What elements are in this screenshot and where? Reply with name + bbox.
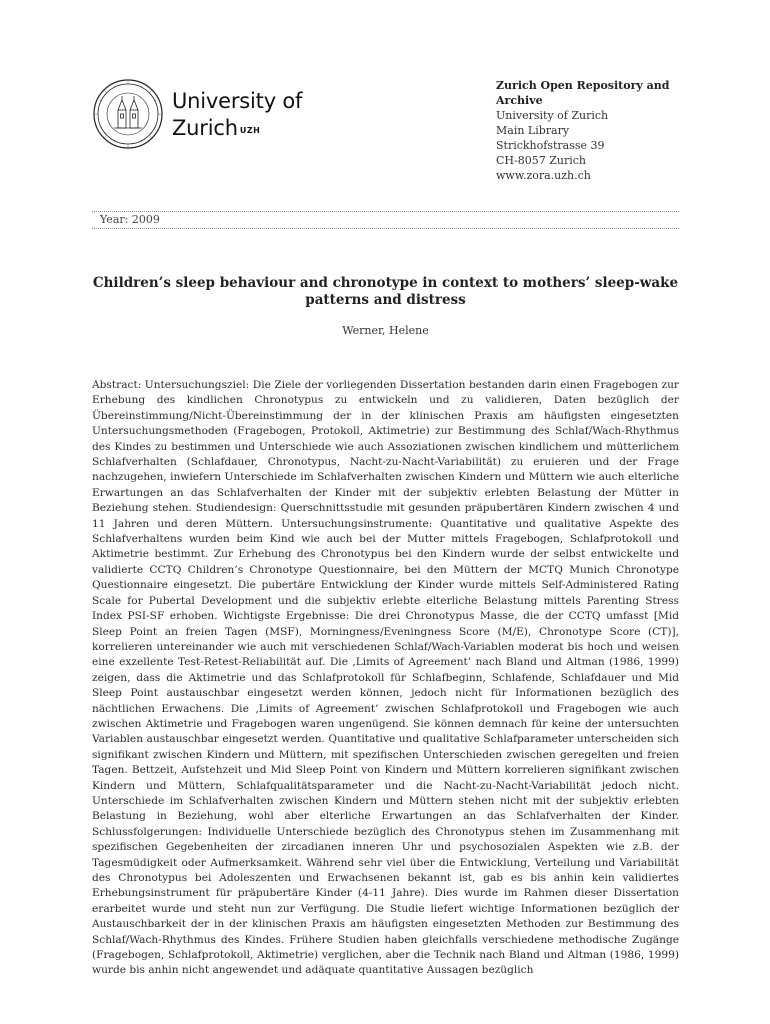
repository-address-line: Main Library <box>496 124 570 137</box>
repository-address-line: Strickhofstrasse 39 <box>496 139 605 152</box>
year-label: Year: 2009 <box>100 213 160 226</box>
repository-name-line2: Archive <box>496 94 543 107</box>
paper-title: Children’s sleep behaviour and chronotype in context to mothers’ sleep-wake patterns and distress <box>92 275 679 308</box>
repository-address-line: CH-8057 Zurich <box>496 154 586 167</box>
university-superscript: UZH <box>239 126 261 135</box>
repository-address-line: University of Zurich <box>496 109 609 122</box>
paper-author: Werner, Helene <box>342 324 429 337</box>
repository-address <box>496 78 696 183</box>
university-name <box>172 88 302 142</box>
university-seal-logo <box>92 78 164 150</box>
university-zurich: Zurich <box>172 116 238 140</box>
abstract-text: Abstract: Untersuchungsziel: Die Ziele der vorliegenden Dissertation bestanden darin einen Fragebogen zur Erhebung des kindlichen Chronotypus zu entwickeln und zu validieren, Daten bezüglich der Übereinstimmung/Nicht-Übereinstimmung der in der klinischen Praxis am häufigsten eingesetzten Untersuchungsmethoden (Fragebogen, Protokoll, Aktimetrie) zur Bestimmung des Schlaf/Wach-Rhythmus des Kindes zu bestimmen und Unterschiede wie auch Assoziationen zwischen kindlichem und mütterlichem Schlafverhalten (Schlafdauer, Chronotypus, Nacht-zu-Nacht-Variabilität) zu eruieren und der Frage nachzugehen, inwiefern Unterschiede im Schlafverhalten zwischen Kindern und Müttern wie auch elterliche Erwartungen an das Schlafverhalten der Kinder mit der subjektiv erlebten Belastung der Mütter in Beziehung stehen. Studiendesign: Querschnittsstudie mit gesunden präpubertären Kindern zwischen 4 und 11 Jahren und deren Müttern. Untersuchungsinstrumente: Quantitative und qualitative Aspekte des Schlafverhaltens wurden beim Kind wie auch bei der Mutter mittels Fragebogen, Schlafprotokoll und Aktimetrie bestimmt. Zur Erhebung des Chronotypus bei den Kindern wurde der selbst entwickelte und validierte CCTQ Children’s Chronotype Questionnaire, bei den Müttern der MCTQ Munich Chronotype Questionnaire eingesetzt. Die pubertäre Entwicklung der Kinder wurde mittels Self-Administered Rating Scale for Pubertal Development und die subjektiv erlebte elterliche Belastung mittels Parenting Stress Index PSI-SF erhoben. Wichtigste Ergebnisse: Die drei Chronotypus Masse, die der CCTQ umfasst [Mid Sleep Point an freien Tagen (MSF), Morningness/Eveningness Score (M/E), Chronotype Score (CT)], korrelieren untereinander wie auch mit verschiedenen Schlaf/Wach-Variablen moderat bis hoch und weisen eine exzellente Test-Retest-Reliabilität auf. Die ‚Limits of Agreement’ nach Bland und Altman (1986, 1999) zeigen, dass die Aktimetrie und das Schlafprotokoll für Schlafbeginn, Schlafende, Schlafdauer und Mid Sleep Point austauschbar eingesetzt werden können, jedoch nicht für Informationen bezüglich des nächtlichen Erwachens. Die ‚Limits of Agreement’ zwischen Schlafprotokoll und Fragebogen wie auch zwischen Aktimetrie und Fragebogen waren ungenügend. Sie können demnach für keine der untersuchten Variablen austauschbar eingesetzt werden. Quantitative und qualitative Schlafparameter unterscheiden sich signifikant zwischen Kindern und Müttern, mit spezifischen Unterschieden zwischen geregelten und freien Tagen. Bettzeit, Aufstehzeit und Mid Sleep Point von Kindern und Müttern korrelieren signifikant zwischen Kindern und Müttern, Schlafqualitätsparameter und die Nacht-zu-Nacht-Variabilität jedoch nicht. Unterschiede im Schlafverhalten zwischen Kindern und Müttern stehen nicht mit der subjektiv erlebten Belastung in Beziehung, wohl aber elterliche Erwartungen an das Schlafverhalten der Kinder. Schlussfolgerungen: Individuelle Unterschiede bezüglich des Chronotypus stehen im Zusammenhang mit spezifischen Gegebenheiten der zircadianen inneren Uhr und psychosozialen Aspekten wie z.B. der Tagesmüdigkeit oder Aufmerksamkeit. Während sehr viel über die Entwicklung, Verteilung und Variabilität des Chronotypus bei Adoleszenten und Erwachsenen bekannt ist, gab es bis anhin kein validiertes Erhebungsinstrument für präpubertäre Kinder (4-11 Jahre). Dies wurde im Rahmen dieser Dissertation erarbeitet wurde und steht nun zur Verfügung. Die Studie liefert wichtige Informationen bezüglich der Austauschbarkeit der in der klinischen Praxis am häufigsten eingesetzten Methoden zur Bestimmung des Schlaf/Wach-Rhythmus des Kindes. Frühere Studien haben gleichfalls verschiedene methodische Zugänge (Fragebogen, Schlafprotokoll, Aktimetrie) verglichen, aber die Technik nach Bland und Altman (1986, 1999) wurde bis anhin nicht angewendet und adäquate quantitative Aussagen bezüglich <box>92 379 679 977</box>
repository-url: www.zora.uzh.ch <box>496 169 591 182</box>
university-name-line1: University of <box>172 89 303 113</box>
repository-name-line1: Zurich Open Repository and <box>496 79 670 92</box>
year-bar <box>92 211 679 229</box>
university-name-line2 <box>172 115 302 142</box>
